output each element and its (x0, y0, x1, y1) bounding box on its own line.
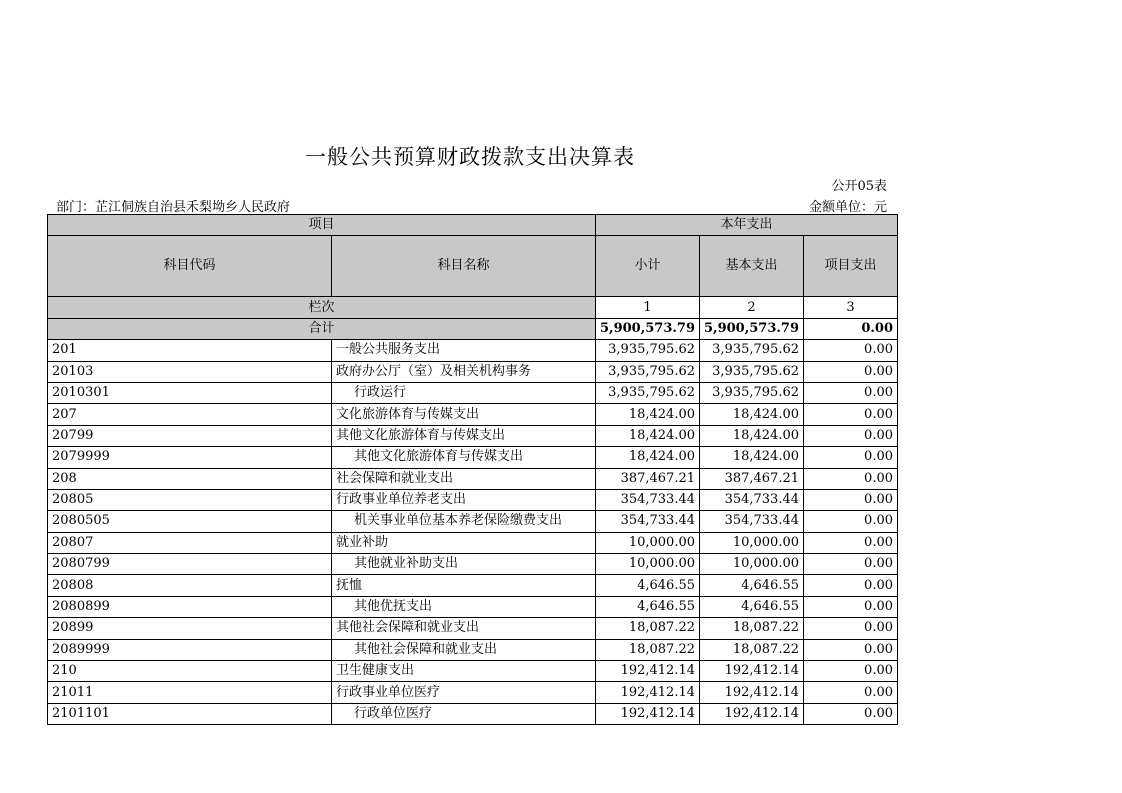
table-row (48, 682, 898, 703)
table-row (48, 661, 898, 682)
header-row-top (48, 215, 898, 236)
row-code: 20103 (48, 361, 332, 382)
row-basic: 3,935,795.62 (700, 382, 804, 403)
row-subtotal: 354,733.44 (596, 489, 700, 510)
table-row (48, 554, 898, 575)
table-row (48, 340, 898, 361)
header-item: 项目 (48, 215, 596, 236)
row-subtotal: 4,646.55 (596, 575, 700, 596)
table-row (48, 489, 898, 510)
amount-unit-label: 金额单位：元 (808, 200, 887, 215)
row-subtotal: 387,467.21 (596, 468, 700, 489)
row-subtotal: 10,000.00 (596, 554, 700, 575)
row-name: 抚恤 (332, 575, 596, 596)
column-order-3: 3 (804, 297, 898, 318)
row-project: 0.00 (804, 340, 898, 361)
row-code: 20799 (48, 425, 332, 446)
table-row (48, 639, 898, 660)
row-code: 2080899 (48, 596, 332, 617)
table-row (48, 575, 898, 596)
row-subtotal: 192,412.14 (596, 682, 700, 703)
table-row (48, 468, 898, 489)
table-row (48, 703, 898, 724)
header-row-columns (48, 236, 898, 297)
row-subtotal: 354,733.44 (596, 511, 700, 532)
row-basic: 18,087.22 (700, 618, 804, 639)
row-name: 行政事业单位养老支出 (332, 489, 596, 510)
row-project: 0.00 (804, 639, 898, 660)
row-project: 0.00 (804, 361, 898, 382)
row-subtotal: 3,935,795.62 (596, 340, 700, 361)
header-subtotal: 小计 (596, 236, 700, 297)
header-project: 项目支出 (804, 236, 898, 297)
row-basic: 387,467.21 (700, 468, 804, 489)
row-name: 一般公共服务支出 (332, 340, 596, 361)
row-project: 0.00 (804, 682, 898, 703)
row-subtotal: 18,424.00 (596, 425, 700, 446)
table-row (48, 382, 898, 403)
row-project: 0.00 (804, 382, 898, 403)
row-code: 210 (48, 661, 332, 682)
row-basic: 3,935,795.62 (700, 361, 804, 382)
row-subtotal: 18,424.00 (596, 447, 700, 468)
row-project: 0.00 (804, 596, 898, 617)
row-code: 208 (48, 468, 332, 489)
row-code: 201 (48, 340, 332, 361)
row-project: 0.00 (804, 575, 898, 596)
row-name: 卫生健康支出 (332, 661, 596, 682)
page-title: 一般公共预算财政拨款支出决算表 (305, 145, 635, 169)
header-current-year: 本年支出 (596, 215, 898, 236)
row-project: 0.00 (804, 554, 898, 575)
row-code: 20807 (48, 532, 332, 553)
table-row (48, 361, 898, 382)
row-project: 0.00 (804, 489, 898, 510)
row-subtotal: 4,646.55 (596, 596, 700, 617)
column-order-row (48, 297, 898, 318)
row-code: 21011 (48, 682, 332, 703)
total-row (48, 318, 898, 339)
row-basic: 3,935,795.62 (700, 340, 804, 361)
expenditure-table (47, 214, 898, 725)
total-label: 合计 (48, 318, 596, 339)
row-name: 文化旅游体育与传媒支出 (332, 404, 596, 425)
row-name: 行政运行 (332, 382, 596, 403)
row-code: 2010301 (48, 382, 332, 403)
row-project: 0.00 (804, 425, 898, 446)
row-basic: 4,646.55 (700, 596, 804, 617)
header-name: 科目名称 (332, 236, 596, 297)
table-row (48, 404, 898, 425)
total-subtotal: 5,900,573.79 (596, 318, 700, 339)
total-basic: 5,900,573.79 (700, 318, 804, 339)
row-basic: 18,424.00 (700, 425, 804, 446)
column-order-2: 2 (700, 297, 804, 318)
table-row (48, 511, 898, 532)
row-project: 0.00 (804, 618, 898, 639)
row-code: 20808 (48, 575, 332, 596)
header-basic: 基本支出 (700, 236, 804, 297)
form-number: 公开05表 (831, 179, 887, 194)
row-project: 0.00 (804, 404, 898, 425)
row-code: 20805 (48, 489, 332, 510)
row-basic: 354,733.44 (700, 511, 804, 532)
row-name: 机关事业单位基本养老保险缴费支出 (332, 511, 596, 532)
row-code: 2080505 (48, 511, 332, 532)
row-name: 其他社会保障和就业支出 (332, 639, 596, 660)
row-project: 0.00 (804, 468, 898, 489)
row-subtotal: 3,935,795.62 (596, 361, 700, 382)
table-row (48, 425, 898, 446)
row-name: 政府办公厅（室）及相关机构事务 (332, 361, 596, 382)
row-basic: 192,412.14 (700, 703, 804, 724)
row-basic: 10,000.00 (700, 532, 804, 553)
header-code: 科目代码 (48, 236, 332, 297)
table-row (48, 596, 898, 617)
row-basic: 354,733.44 (700, 489, 804, 510)
column-order-1: 1 (596, 297, 700, 318)
row-basic: 192,412.14 (700, 661, 804, 682)
row-project: 0.00 (804, 661, 898, 682)
row-code: 20899 (48, 618, 332, 639)
row-name: 行政事业单位医疗 (332, 682, 596, 703)
row-subtotal: 192,412.14 (596, 661, 700, 682)
row-name: 就业补助 (332, 532, 596, 553)
row-code: 2101101 (48, 703, 332, 724)
row-subtotal: 18,087.22 (596, 639, 700, 660)
row-subtotal: 3,935,795.62 (596, 382, 700, 403)
row-code: 207 (48, 404, 332, 425)
row-name: 其他文化旅游体育与传媒支出 (332, 447, 596, 468)
row-project: 0.00 (804, 703, 898, 724)
table-row (48, 618, 898, 639)
row-basic: 192,412.14 (700, 682, 804, 703)
table-row (48, 447, 898, 468)
row-name: 其他就业补助支出 (332, 554, 596, 575)
row-basic: 4,646.55 (700, 575, 804, 596)
total-project: 0.00 (804, 318, 898, 339)
row-project: 0.00 (804, 511, 898, 532)
row-basic: 18,087.22 (700, 639, 804, 660)
row-name: 行政单位医疗 (332, 703, 596, 724)
row-name: 社会保障和就业支出 (332, 468, 596, 489)
row-subtotal: 10,000.00 (596, 532, 700, 553)
row-subtotal: 192,412.14 (596, 703, 700, 724)
department-label: 部门：芷江侗族自治县禾梨坳乡人民政府 (56, 200, 291, 215)
row-code: 2079999 (48, 447, 332, 468)
row-code: 2089999 (48, 639, 332, 660)
row-project: 0.00 (804, 532, 898, 553)
row-project: 0.00 (804, 447, 898, 468)
row-name: 其他优抚支出 (332, 596, 596, 617)
row-subtotal: 18,424.00 (596, 404, 700, 425)
row-basic: 18,424.00 (700, 404, 804, 425)
row-code: 2080799 (48, 554, 332, 575)
row-basic: 10,000.00 (700, 554, 804, 575)
row-basic: 18,424.00 (700, 447, 804, 468)
table-row (48, 532, 898, 553)
row-subtotal: 18,087.22 (596, 618, 700, 639)
row-name: 其他文化旅游体育与传媒支出 (332, 425, 596, 446)
row-name: 其他社会保障和就业支出 (332, 618, 596, 639)
column-order-label: 栏次 (48, 297, 596, 318)
